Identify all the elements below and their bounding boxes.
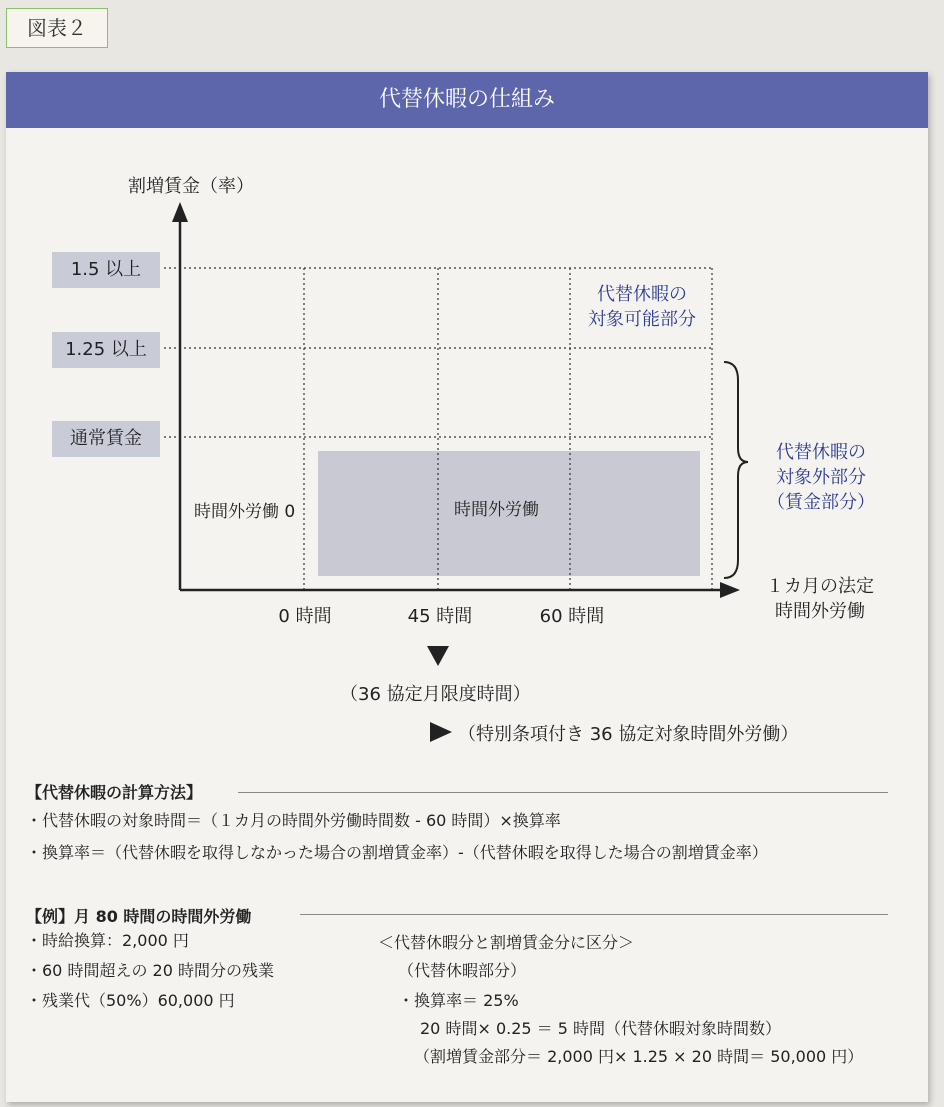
calc-heading: 【代替休暇の計算方法】 bbox=[26, 783, 203, 802]
not-eligible-label: 代替休暇の 対象外部分 （賃金部分） bbox=[767, 442, 875, 513]
level-tag-normal: 通常賃金 bbox=[52, 421, 160, 457]
example-right-head: ＜代替休暇分と割増賃金分に区分＞ bbox=[378, 933, 635, 952]
calc-line-2: ・換算率＝（代替休暇を取得しなかった場合の割増賃金率）-（代替休暇を取得した場合の割増賃金率） bbox=[26, 843, 768, 862]
x-tick-45h: 45 時間 bbox=[407, 606, 473, 627]
level-tag-150: 1.5 以上 bbox=[52, 252, 160, 288]
x-axis-label: １カ月の法定 時間外労働 bbox=[766, 576, 874, 622]
down-triangle-icon bbox=[427, 646, 449, 666]
example-left-3: ・残業代（50%）60,000 円 bbox=[26, 991, 235, 1010]
region-main-label: 時間外労働 bbox=[454, 500, 539, 520]
x-axis-arrow-icon bbox=[720, 582, 740, 598]
figure-label: 図表２ bbox=[6, 8, 108, 48]
y-axis-arrow-icon bbox=[172, 202, 188, 222]
calc-line-1: ・代替休暇の対象時間＝（１カ月の時間外労働時間数 - 60 時間）×換算率 bbox=[26, 811, 561, 830]
calc-rule bbox=[238, 792, 888, 793]
level-tag-125: 1.25 以上 bbox=[52, 332, 160, 368]
diagram-title: 代替休暇の仕組み bbox=[6, 72, 928, 128]
example-right-3: 20 時間× 0.25 ＝ 5 時間（代替休暇対象時間数） bbox=[420, 1019, 782, 1038]
example-left-1: ・時給換算：2,000 円 bbox=[26, 931, 189, 950]
example-rule bbox=[300, 914, 888, 915]
example-right-2: ・換算率＝ 25% bbox=[398, 991, 519, 1010]
right-triangle-icon bbox=[430, 722, 452, 742]
y-axis-label: 割増賃金（率） bbox=[128, 176, 254, 197]
example-right-4: （割増賃金部分＝ 2,000 円× 1.25 × 20 時間＝ 50,000 円） bbox=[414, 1047, 864, 1066]
example-left-2: ・60 時間超えの 20 時間分の残業 bbox=[26, 961, 274, 980]
example-right-1: （代替休暇部分） bbox=[398, 961, 527, 980]
x-tick-0h: 0 時間 bbox=[278, 606, 332, 627]
limit-36-label: （36 協定月限度時間） bbox=[340, 684, 531, 705]
x-tick-60h: 60 時間 bbox=[539, 606, 605, 627]
brace-icon bbox=[724, 362, 748, 578]
region-left-label: 時間外労働 0 bbox=[194, 502, 296, 522]
example-heading: 【例】月 80 時間の時間外労働 bbox=[26, 907, 252, 926]
eligible-label: 代替休暇の 対象可能部分 bbox=[588, 284, 696, 330]
special-36-label: （特別条項付き 36 協定対象時間外労働） bbox=[458, 724, 799, 745]
